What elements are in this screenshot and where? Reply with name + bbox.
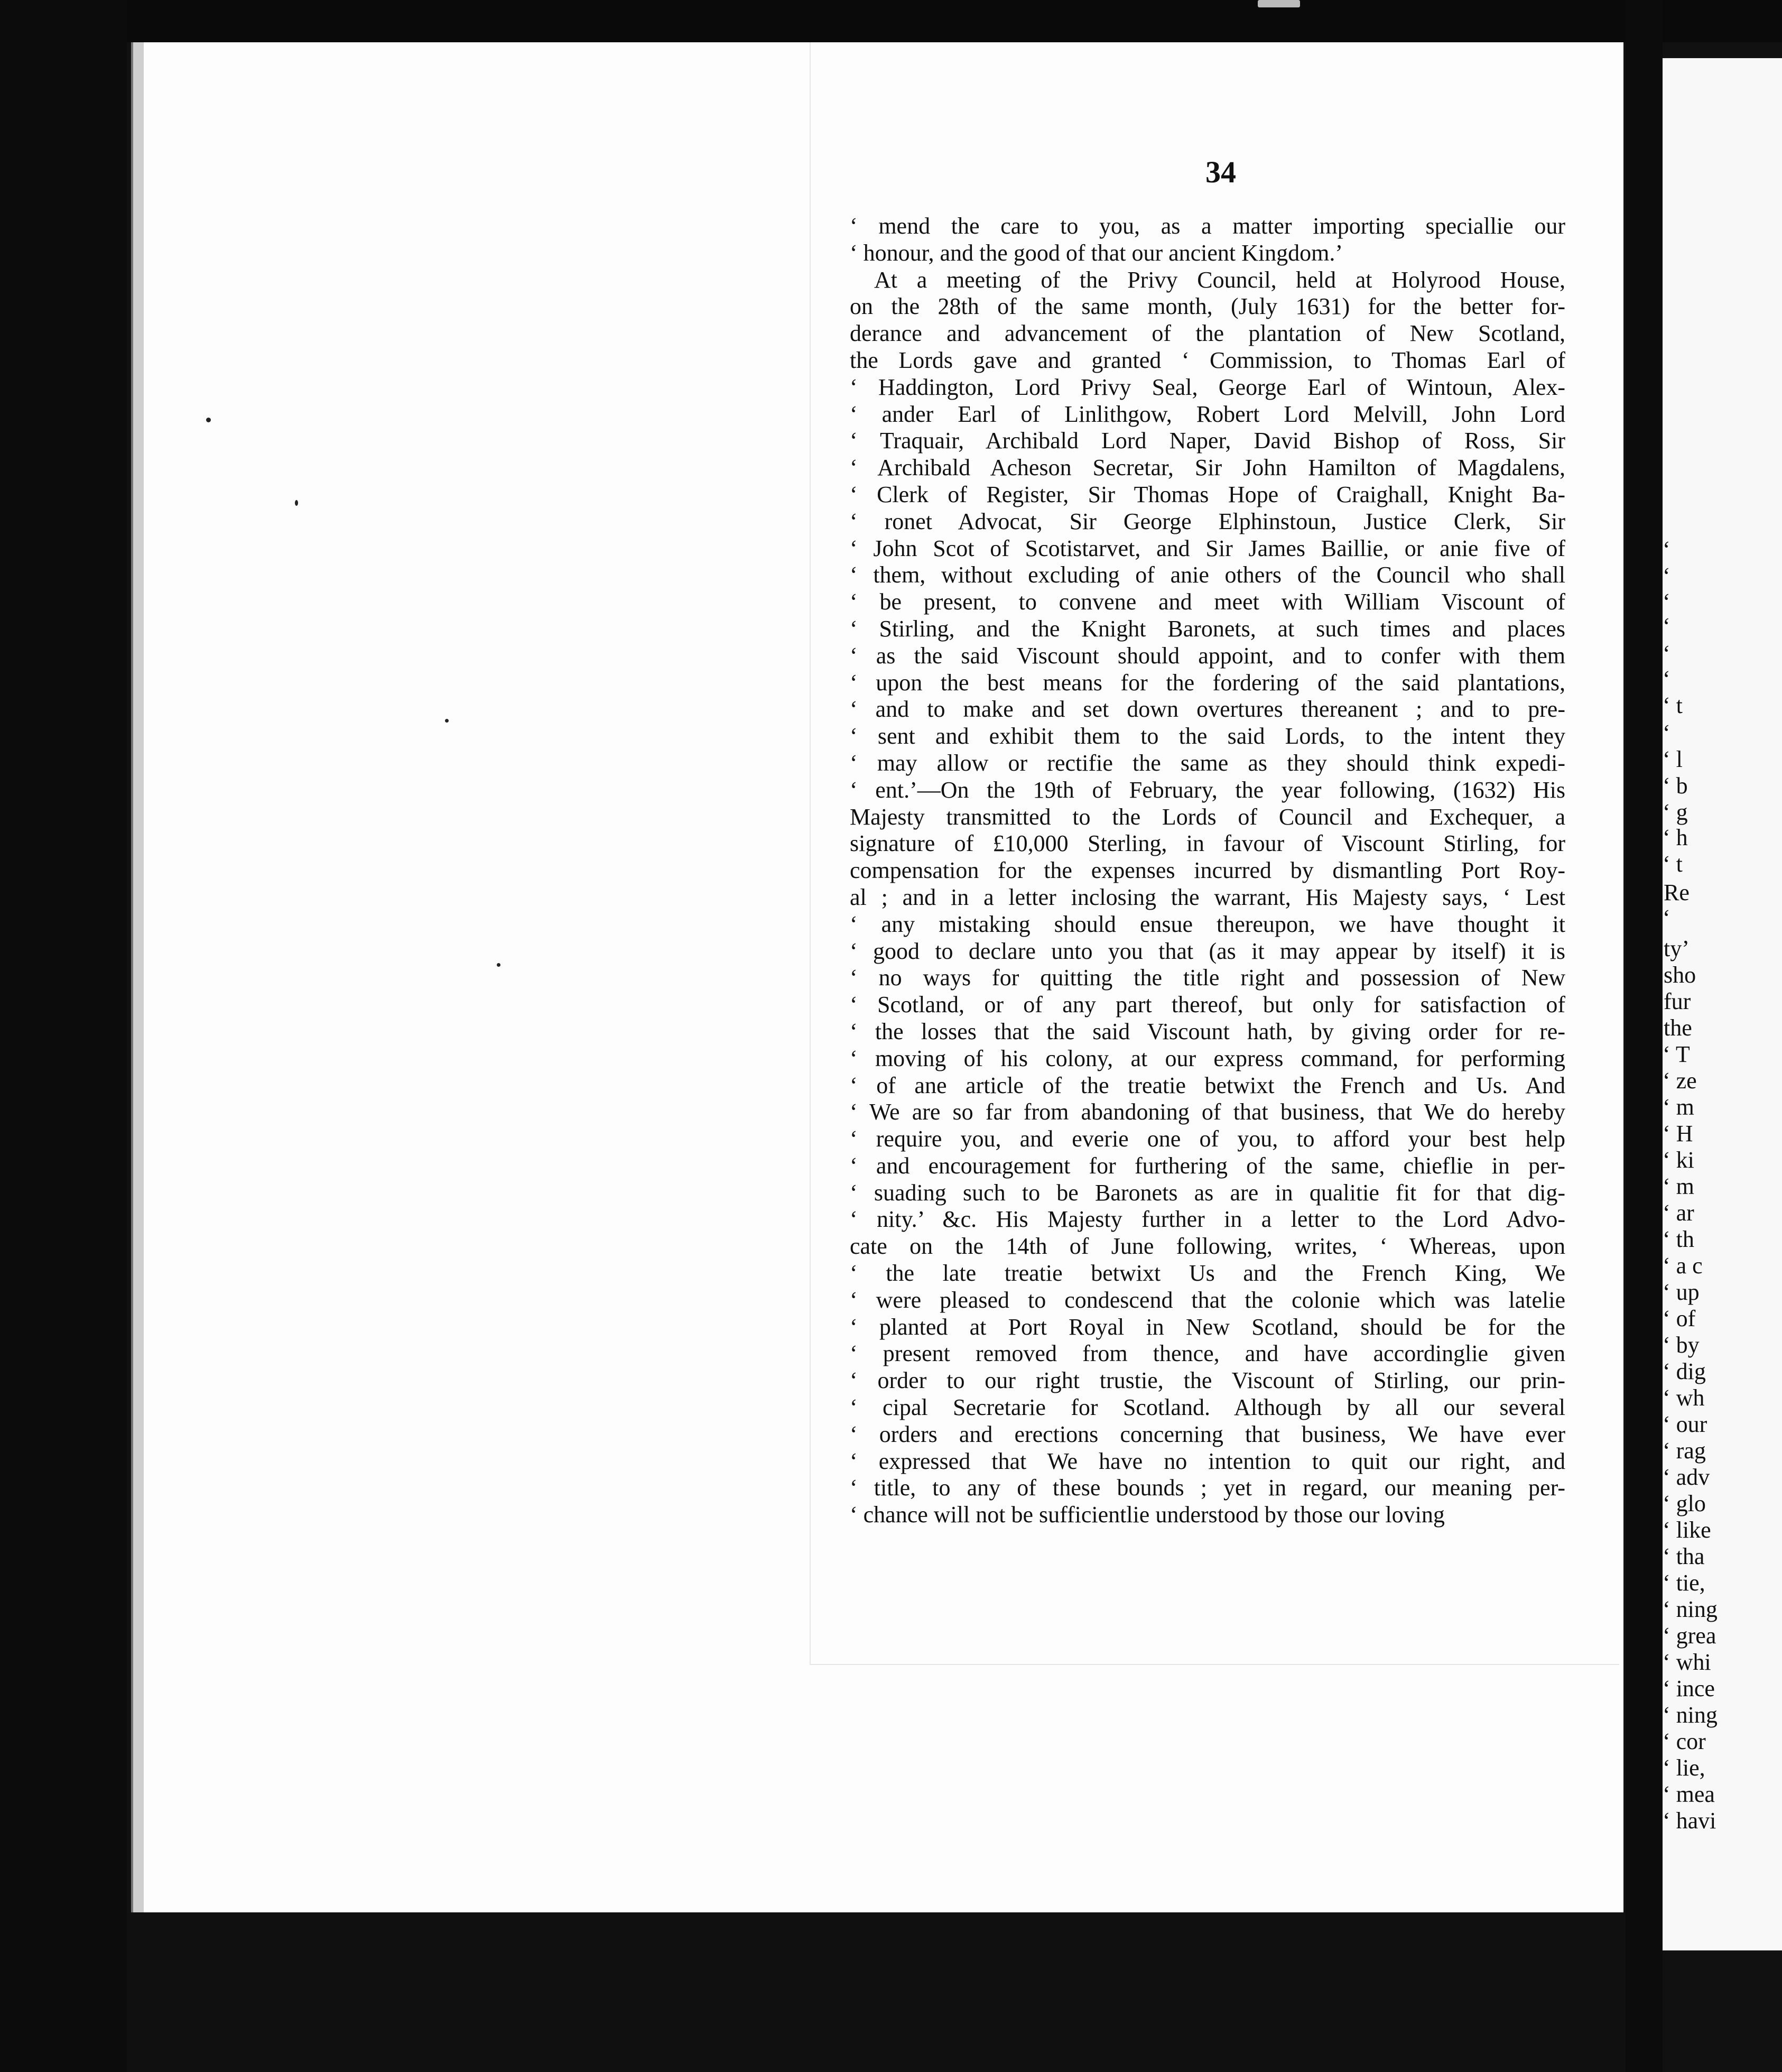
adjacent-text-fragment: ‘ ning (1663, 1702, 1718, 1728)
text-line: ‘ the losses that the said Viscount hath, by giving order for re- (850, 1018, 1565, 1044)
adjacent-text-fragment: ‘ like (1663, 1517, 1711, 1543)
adjacent-text-fragment: ‘ t (1663, 692, 1683, 718)
text-line: ‘ Haddington, Lord Privy Seal, George Earl of Wintoun, Alex- (850, 374, 1565, 400)
adjacent-text-fragment: ‘ whi (1663, 1649, 1711, 1675)
adjacent-text-fragment: ‘ a c (1663, 1253, 1703, 1279)
adjacent-text-fragment: the (1664, 1015, 1692, 1041)
adjacent-text-fragment: ‘ grea (1663, 1623, 1716, 1649)
adjacent-text-fragment: ‘ (1663, 536, 1670, 562)
adjacent-text-fragment: ‘ mea (1663, 1781, 1715, 1807)
text-line: ‘ Clerk of Register, Sir Thomas Hope of Craighall, Knight Ba- (850, 481, 1565, 507)
adjacent-text-fragment: ‘ tha (1663, 1543, 1705, 1569)
text-line: ‘ good to declare unto you that (as it may appear by itself) it is (850, 938, 1565, 964)
text-line: ‘ Archibald Acheson Secretar, Sir John Hamilton of Magdalens, (850, 455, 1565, 481)
text-line: ‘ and encouragement for furthering of the same, chieflie in per- (850, 1152, 1565, 1179)
adjacent-text-fragment: Re (1664, 880, 1690, 905)
text-line: ‘ orders and erections concerning that business, We have ever (850, 1421, 1565, 1447)
text-line: ‘ order to our right trustie, the Viscount of Stirling, our prin- (850, 1367, 1565, 1394)
adjacent-text-fragment: ‘ dig (1663, 1358, 1706, 1384)
text-line: Majesty transmitted to the Lords of Council and Exchequer, a (850, 803, 1565, 830)
text-line: ‘ upon the best means for the fordering of the said plantations, (850, 669, 1565, 696)
text-line: ‘ ent.’—On the 19th of February, the year following, (1632) His (850, 776, 1565, 803)
text-line: ‘ as the said Viscount should appoint, and to confer with them (850, 642, 1565, 669)
adjacent-text-fragment: ‘ tie, (1663, 1570, 1705, 1596)
text-line: ‘ may allow or rectifie the same as they should think expedi- (850, 750, 1565, 776)
adjacent-text-fragment: ‘ (1663, 666, 1670, 692)
adjacent-text-fragment: ‘ ar (1663, 1200, 1694, 1226)
adjacent-text-fragment: ‘ rag (1663, 1438, 1706, 1464)
text-line: At a meeting of the Privy Council, held at Holyrood House, (874, 266, 1565, 293)
adjacent-text-fragment: ‘ l (1663, 746, 1683, 772)
text-line: ‘ Stirling, and the Knight Baronets, at such times and places (850, 615, 1565, 642)
book-gutter (1626, 0, 1663, 2072)
paper-speck (206, 418, 211, 422)
text-line: ‘ expressed that We have no intention to quit our right, and (850, 1448, 1565, 1474)
text-line: ‘ of ane article of the treatie betwixt the French and Us. And (850, 1072, 1565, 1098)
text-line: derance and advancement of the plantation of New Scotland, (850, 320, 1565, 347)
adjacent-text-fragment: ‘ our (1663, 1411, 1707, 1437)
text-line: ‘ nity.’ &c. His Majesty further in a letter to the Lord Advo- (850, 1206, 1565, 1233)
page-fold-line (810, 42, 811, 1665)
adjacent-text-fragment: ‘ up (1663, 1279, 1700, 1305)
text-line: ‘ ronet Advocat, Sir George Elphinstoun, Justice Clerk, Sir (850, 508, 1565, 534)
text-line: ‘ sent and exhibit them to the said Lords, to the intent they (850, 723, 1565, 750)
adjacent-page-fragment (1663, 58, 1782, 1950)
page-number: 34 (1205, 155, 1236, 189)
adjacent-text-fragment: sho (1664, 962, 1696, 988)
text-line: ‘ honour, and the good of that our ancient Kingdom.’ (850, 239, 1343, 266)
adjacent-text-fragment: ‘ wh (1663, 1385, 1705, 1411)
text-line: ‘ Scotland, or of any part thereof, but only for satisfaction of (850, 992, 1565, 1018)
adjacent-text-fragment: ‘ (1663, 720, 1670, 746)
text-line: ‘ were pleased to condescend that the colonie which was latelie (850, 1287, 1565, 1313)
text-line: ‘ ander Earl of Linlithgow, Robert Lord Melvill, John Lord (850, 401, 1565, 427)
text-line: ‘ no ways for quitting the title right and possession of New (850, 965, 1565, 991)
text-line: ‘ chance will not be sufficientlie understood by those our loving (850, 1502, 1445, 1528)
text-line: ‘ We are so far from abandoning of that business, that We do hereby (850, 1099, 1565, 1125)
adjacent-text-fragment: ‘ adv (1663, 1464, 1710, 1490)
text-line: ‘ suading such to be Baronets as are in qualitie fit for that dig- (850, 1179, 1565, 1206)
adjacent-text-fragment: ‘ b (1663, 773, 1688, 799)
text-line: ‘ be present, to convene and meet with William Viscount of (850, 589, 1565, 615)
text-line: ‘ them, without excluding of anie others of the Council who shall (850, 562, 1565, 588)
text-line: ‘ mend the care to you, as a matter importing speciallie our (850, 213, 1565, 239)
scan-top-border (0, 0, 1782, 42)
text-line: ‘ any mistaking should ensue thereupon, we have thought it (850, 911, 1565, 937)
paper-speck (497, 963, 500, 967)
scan-left-border (0, 0, 127, 2072)
adjacent-text-fragment: fur (1664, 988, 1691, 1014)
text-line: ‘ John Scot of Scotistarvet, and Sir James Baillie, or anie five of (850, 535, 1565, 561)
text-line: ‘ moving of his colony, at our express command, for performing (850, 1045, 1565, 1071)
adjacent-text-fragment: ‘ ze (1663, 1068, 1697, 1094)
adjacent-text-fragment: ‘ (1663, 641, 1670, 667)
adjacent-text-fragment: ‘ (1663, 905, 1670, 931)
adjacent-text-fragment: ty’ (1664, 936, 1690, 961)
adjacent-text-fragment: ‘ g (1663, 799, 1688, 825)
adjacent-text-fragment: ‘ th (1663, 1226, 1694, 1252)
adjacent-text-fragment: ‘ m (1663, 1094, 1694, 1120)
text-line: ‘ present removed from thence, and have accordinglie given (850, 1340, 1565, 1367)
adjacent-text-fragment: ‘ T (1663, 1041, 1690, 1067)
text-line: ‘ the late treatie betwixt Us and the French King, We (850, 1260, 1565, 1287)
text-line: compensation for the expenses incurred by dismantling Port Roy- (850, 857, 1565, 884)
text-line: ‘ and to make and set down overtures thereanent ; and to pre- (850, 696, 1565, 723)
adjacent-text-fragment: ‘ glo (1663, 1491, 1706, 1516)
adjacent-text-fragment: ‘ m (1663, 1173, 1694, 1199)
scan-bottom-border (127, 1912, 1659, 2072)
text-line: cate on the 14th of June following, writes, ‘ Whereas, upon (850, 1233, 1565, 1260)
text-line: ‘ planted at Port Royal in New Scotland, should be for the (850, 1314, 1565, 1340)
paper-speck (445, 719, 449, 723)
adjacent-text-fragment: ‘ lie, (1663, 1755, 1705, 1781)
text-line: ‘ require you, and everie one of you, to afford your best help (850, 1126, 1565, 1152)
text-line: ‘ cipal Secretarie for Scotland. Although by all our several (850, 1394, 1565, 1421)
body-text (850, 213, 1565, 1529)
text-line: ‘ Traquair, Archibald Lord Naper, David Bishop of Ross, Sir (850, 428, 1565, 454)
text-line: ‘ title, to any of these bounds ; yet in regard, our meaning per- (850, 1475, 1565, 1501)
adjacent-text-fragment: ‘ of (1663, 1306, 1696, 1331)
adjacent-text-fragment: ‘ H (1663, 1121, 1693, 1146)
text-line: signature of £10,000 Sterling, in favour of Viscount Stirling, for (850, 830, 1565, 857)
text-line: the Lords gave and granted ‘ Commission, to Thomas Earl of (850, 347, 1565, 373)
adjacent-text-fragment: ‘ (1663, 563, 1670, 589)
adjacent-text-fragment: ‘ (1663, 613, 1670, 639)
adjacent-text-fragment: ‘ ki (1663, 1147, 1694, 1173)
adjacent-text-fragment: ‘ ning (1663, 1596, 1718, 1622)
paper-speck (295, 500, 298, 506)
adjacent-text-fragment: ‘ by (1663, 1332, 1700, 1358)
adjacent-text-fragment: ‘ havi (1663, 1808, 1716, 1834)
text-line: al ; and in a letter inclosing the warrant, His Majesty says, ‘ Lest (850, 884, 1565, 910)
scan-top-mark (1258, 0, 1300, 7)
adjacent-text-fragment: ‘ (1663, 589, 1670, 615)
adjacent-text-fragment: ‘ ince (1663, 1676, 1715, 1701)
adjacent-text-fragment: ‘ t (1663, 851, 1683, 877)
adjacent-text-fragment: ‘ cor (1663, 1728, 1706, 1754)
adjacent-text-fragment: ‘ h (1663, 825, 1688, 850)
text-line: on the 28th of the same month, (July 1631) for the better for- (850, 293, 1565, 320)
page-fold-line-horizontal (811, 1664, 1619, 1665)
